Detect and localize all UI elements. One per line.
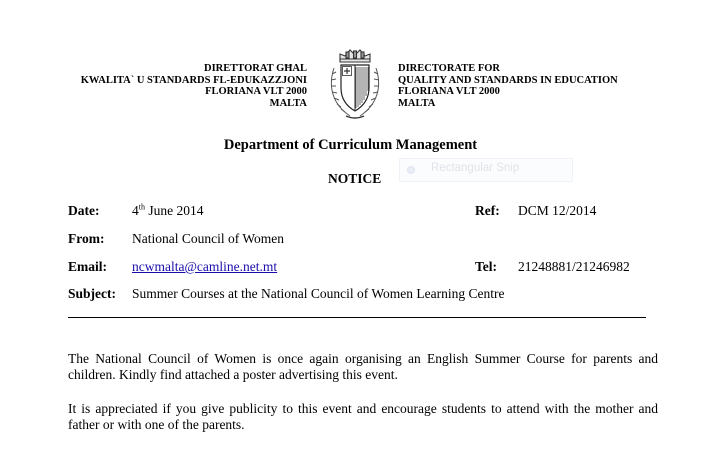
header-left-line: MALTA	[269, 97, 307, 109]
header-right-line: FLORIANA VLT 2000	[398, 86, 500, 97]
header-english-block	[398, 63, 618, 109]
from-label: From:	[68, 231, 105, 246]
snip-radio-icon[interactable]	[407, 166, 415, 174]
email-link[interactable]: ncwmalta@camline.net.mt	[132, 259, 278, 274]
header-right-line: MALTA	[398, 97, 436, 109]
subject-value: Summer Courses at the National Council of Women Learning Centre	[132, 286, 505, 301]
malta-coat-of-arms-icon	[326, 46, 384, 120]
body-paragraph-1: The National Council of Women is once again organising an English Summer Course for parents and children. Kindly find attached a poster advertising this event.	[68, 351, 658, 382]
header-left-line: KWALITA` U STANDARDS FL-EDUKAZZJONI	[80, 74, 307, 86]
subject-label: Subject:	[68, 286, 116, 301]
rectangular-snip-overlay[interactable]	[399, 158, 573, 182]
from-value: National Council of Women	[132, 231, 285, 246]
tel-value: 21248881/21246982	[518, 259, 630, 274]
body-paragraph-2: It is appreciated if you give publicity to this event and encourage students to attend with the mother and father or with one of the parents.	[68, 401, 658, 432]
notice-title: NOTICE	[328, 171, 382, 186]
tel-label: Tel:	[475, 259, 498, 274]
separator-line	[68, 317, 646, 318]
date-suffix: th	[138, 202, 145, 212]
header-right-line: DIRECTORATE FOR	[398, 63, 501, 74]
header-right-line: QUALITY AND STANDARDS IN EDUCATION	[398, 74, 618, 86]
ref-value: DCM 12/2014	[518, 203, 597, 218]
ref-label: Ref:	[475, 203, 500, 218]
department-title: Department of Curriculum Management	[223, 137, 478, 153]
date-label: Date:	[68, 203, 100, 218]
header-maltese-block	[81, 63, 307, 109]
header-left-line: DIRETTORAT GĦAL	[204, 63, 307, 74]
snip-label: Rectangular Snip	[431, 162, 520, 174]
date-rest: June 2014	[144, 203, 204, 218]
email-label: Email:	[68, 259, 107, 274]
date-day: 4	[132, 203, 139, 218]
date-value	[132, 203, 203, 219]
header-left-line: FLORIANA VLT 2000	[205, 86, 307, 97]
